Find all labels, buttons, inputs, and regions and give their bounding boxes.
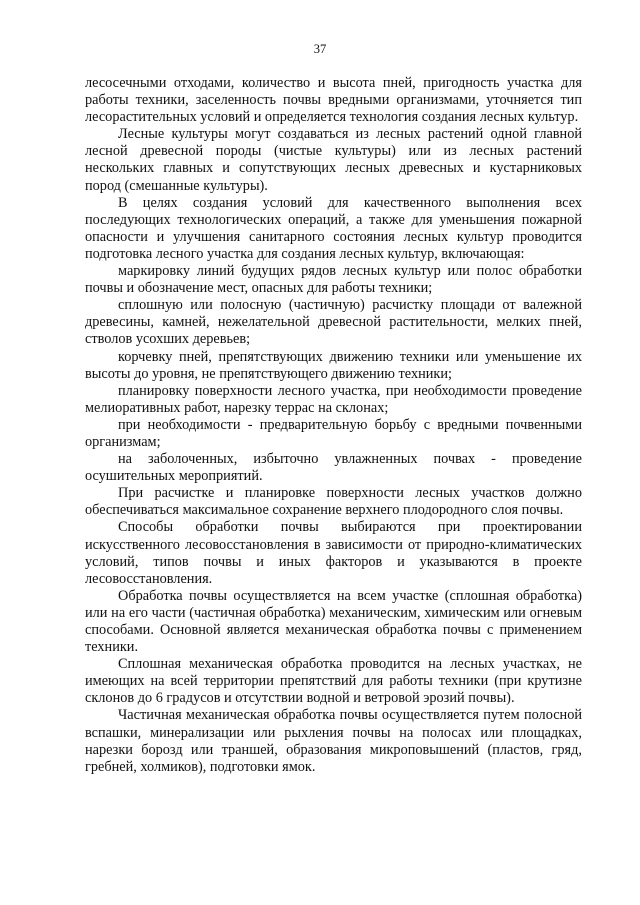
list-item-marking: маркировку линий будущих рядов лесных культур или полос обработки почвы и обозначение мест, опасных для работы техники; [85,263,582,297]
paragraph-full-tillage: Сплошная механическая обработка проводится на лесных участках, не имеющих на всей территории препятствий для работы техники (при крутизне склонов до 6 градусов и отсутствии водной и ветровой эрозий почвы). [85,656,582,707]
list-item-pest-control: при необходимости - предварительную борьбу с вредными почвенными организмам; [85,416,582,450]
paragraph-tillage-methods: Способы обработки почвы выбираются при проектировании искусственного лесовосстановления в зависимости от природно-климатических условий, типов почвы и иных факторов и указываются в проекте лесовосстановления. [85,519,582,587]
list-item-stump-removal: корчевку пней, препятствующих движению техники или уменьшение их высоты до уровня, не препятствующего движению техники; [85,348,582,382]
paragraph-partial-tillage: Частичная механическая обработка почвы осуществляется путем полосной вспашки, минерализации или рыхления почвы на полосах или площадках, нарезки борозд или траншей, образования микроповышений (пластов, гряд, гребней, холмиков), подготовки ямок. [85,707,582,775]
list-item-drainage: на заболоченных, избыточно увлажненных почвах - проведение осушительных мероприятий. [85,451,582,485]
paragraph-forest-cultures-composition: Лесные культуры могут создаваться из лесных растений одной главной лесной древесной породы (чистые культуры) или из лесных растений нескольких главных и сопутствующих лесных древесных и кустарниковых пород (смешанные культуры). [85,126,582,194]
list-item-leveling: планировку поверхности лесного участка, при необходимости проведение мелиоративных работ, нарезку террас на склонах; [85,382,582,416]
paragraph-site-preparation-intro: В целях создания условий для качественного выполнения всех последующих технологических операций, а также для уменьшения пожарной опасности и улучшения санитарного состояния лесных культур проводится подготовка лесного участка для создания лесных культур, включающая: [85,194,582,262]
page-number: 37 [313,42,327,56]
paragraph-topsoil-preservation: При расчистке и планировке поверхности лесных участков должно обеспечиваться максимальное сохранение верхнего плодородного слоя почвы. [85,485,582,519]
paragraph-tillage-types: Обработка почвы осуществляется на всем участке (сплошная обработка) или на его части (частичная обработка) механическим, химическим или огневым способами. Основной является механическая обработка почвы с применением техники. [85,587,582,656]
list-item-clearing: сплошную или полосную (частичную) расчистку площади от валежной древесины, камней, нежелательной древесной растительности, мелких пней, стволов усохших деревьев; [85,297,582,348]
document-body [85,75,582,776]
paragraph-continuation: лесосечными отходами, количество и высота пней, пригодность участка для работы техники, заселенность почвы вредными организмами, уточняется тип лесорастительных условий и определяется технология создания лесных культур. [85,75,582,126]
